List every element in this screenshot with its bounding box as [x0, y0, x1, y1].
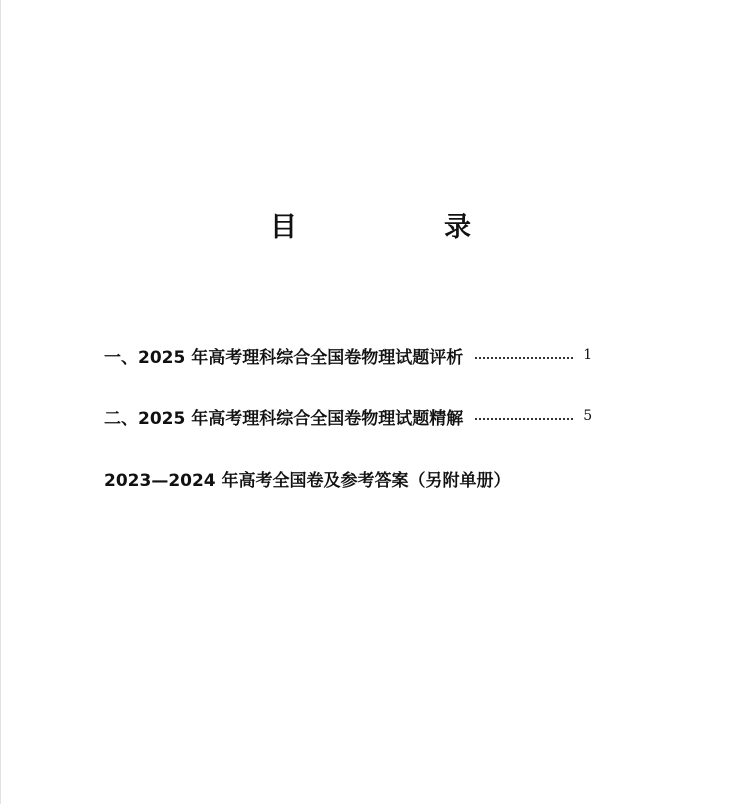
toc-entry-3[interactable] [104, 466, 644, 490]
page-title: 目 录 [270, 212, 531, 243]
toc-entry-label: 2023—2024 年高考全国卷及参考答案（另附单册） [104, 470, 511, 491]
toc-entry-2[interactable] [104, 404, 644, 428]
toc-entry-1[interactable] [104, 343, 644, 367]
toc-entry-label: 一、2025 年高考理科综合全国卷物理试题评析 [104, 347, 464, 368]
dot-leader [475, 357, 573, 359]
toc-page-number: 5 [583, 408, 593, 424]
toc-entry-label: 二、2025 年高考理科综合全国卷物理试题精解 [104, 408, 464, 429]
toc-page-number: 1 [583, 347, 593, 363]
dot-leader [475, 418, 573, 420]
